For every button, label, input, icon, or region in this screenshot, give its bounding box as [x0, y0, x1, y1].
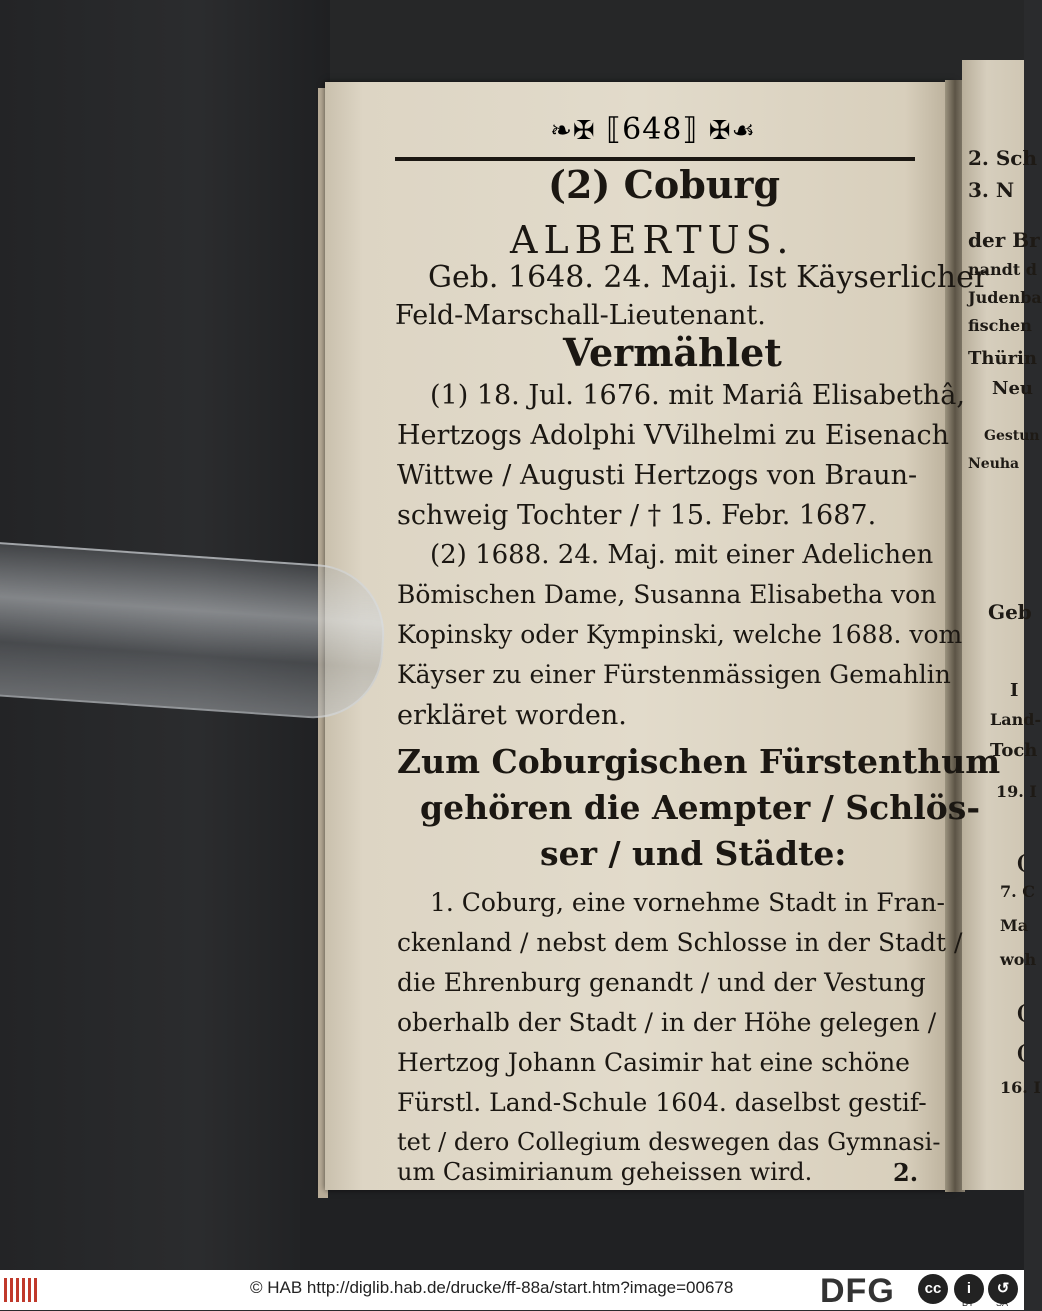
- fragment-line: (: [1016, 850, 1026, 874]
- ornament-icon: ❧✠: [550, 116, 596, 146]
- text-line: erkläret worden.: [397, 700, 627, 731]
- page-number: 648: [622, 112, 683, 147]
- transparent-page-holder: [0, 541, 389, 723]
- text-line: Wittwe / Augusti Hertzogs von Braun-: [397, 460, 918, 491]
- text-line: Hertzogs Adolphi VVilhelmi zu Eisenach: [397, 420, 950, 451]
- text-line: schweig Tochter / † 15. Febr. 1687.: [397, 500, 877, 531]
- body-line: die Ehrenburg genandt / und der Vestung: [397, 968, 926, 997]
- hab-logo-icon: [4, 1278, 40, 1302]
- footer-bar: [0, 1270, 1024, 1310]
- header-rule: [395, 157, 915, 161]
- fragment-line: nandt d: [968, 260, 1037, 279]
- body-line: oberhalb der Stadt / in der Höhe gelegen /: [397, 1008, 937, 1037]
- fragment-line: 3. N: [968, 178, 1015, 202]
- fragment-line: I: [1010, 680, 1019, 701]
- cloth-bottom: [300, 1190, 1024, 1270]
- fragment-line: (: [1016, 1040, 1026, 1064]
- sa-label: SA: [996, 1298, 1009, 1308]
- sa-license-icon: ↺: [988, 1274, 1018, 1304]
- rank-line: Feld-Marschall-Lieutenant.: [395, 300, 766, 331]
- by-label: BY: [962, 1298, 975, 1308]
- fragment-line: Neuha: [968, 456, 1020, 472]
- fragment-line: (: [1016, 1000, 1026, 1024]
- fragment-line: 7. C: [1000, 882, 1036, 901]
- birth-line: Geb. 1648. 24. Maji. Ist Käyserlicher: [428, 260, 989, 295]
- fragment-line: Land-: [990, 710, 1042, 729]
- fragment-line: Ma: [1000, 916, 1029, 935]
- fragment-line: fischen: [968, 316, 1032, 335]
- fragment-line: 16. I: [1000, 1078, 1041, 1097]
- fragment-line: Judenba: [968, 288, 1042, 307]
- subheading-line: gehören die Aempter / Schlös-: [420, 788, 981, 827]
- subheading-line: ser / und Städte:: [540, 834, 847, 873]
- body-line: 1. Coburg, eine vornehme Stadt in Fran-: [430, 888, 946, 917]
- fragment-line: Gestun: [984, 428, 1040, 444]
- cc-license-icon: cc: [918, 1274, 948, 1304]
- copyright-link[interactable]: © HAB http://diglib.hab.de/drucke/ff-88a/start.htm?image=00678: [250, 1278, 734, 1297]
- next-page-fragment: [962, 60, 1042, 1190]
- text-line: Bömischen Dame, Susanna Elisabetha von: [397, 580, 937, 609]
- text-line: Kopinsky oder Kympinski, welche 1688. vom: [397, 620, 963, 649]
- text-line: (1) 18. Jul. 1676. mit Mariâ Elisabethâ,: [430, 380, 965, 411]
- catchword: 2.: [893, 1158, 919, 1187]
- person-name: ALBERTUS.: [510, 218, 795, 262]
- fragment-line: Toch: [990, 740, 1038, 761]
- page-number-bracket: ⟦: [606, 112, 623, 147]
- body-line: um Casimirianum geheissen wird.: [397, 1158, 813, 1186]
- fragment-line: 19. I: [996, 782, 1037, 801]
- fragment-line: Thürin: [968, 348, 1037, 369]
- dfg-logo: DFG: [820, 1272, 895, 1310]
- body-line: tet / dero Collegium deswegen das Gymnasi-: [397, 1128, 941, 1156]
- subheading-line: Zum Coburgischen Fürstenthum: [397, 742, 1001, 781]
- fragment-line: Geb: [988, 600, 1032, 624]
- married-heading: Vermählet: [563, 330, 782, 375]
- ornament-icon: ✠☙: [708, 116, 756, 146]
- fragment-line: der Br: [968, 228, 1040, 252]
- page-number-bracket: ⟧: [682, 112, 699, 147]
- fragment-line: Neu: [992, 378, 1033, 399]
- by-license-icon: i: [954, 1274, 984, 1304]
- page-header: [538, 112, 768, 147]
- section-title: (2) Coburg: [548, 162, 781, 207]
- text-line: (2) 1688. 24. Maj. mit einer Adelichen: [430, 540, 934, 570]
- body-line: ckenland / nebst dem Schlosse in der Stadt /: [397, 928, 963, 957]
- fragment-line: 2. Sch: [968, 146, 1038, 170]
- fragment-line: woh: [1000, 950, 1037, 969]
- body-line: Hertzog Johann Casimir hat eine schöne: [397, 1048, 910, 1077]
- body-line: Fürstl. Land-Schule 1604. daselbst gestif-: [397, 1088, 927, 1117]
- text-line: Käyser zu einer Fürstenmässigen Gemahlin: [397, 660, 951, 689]
